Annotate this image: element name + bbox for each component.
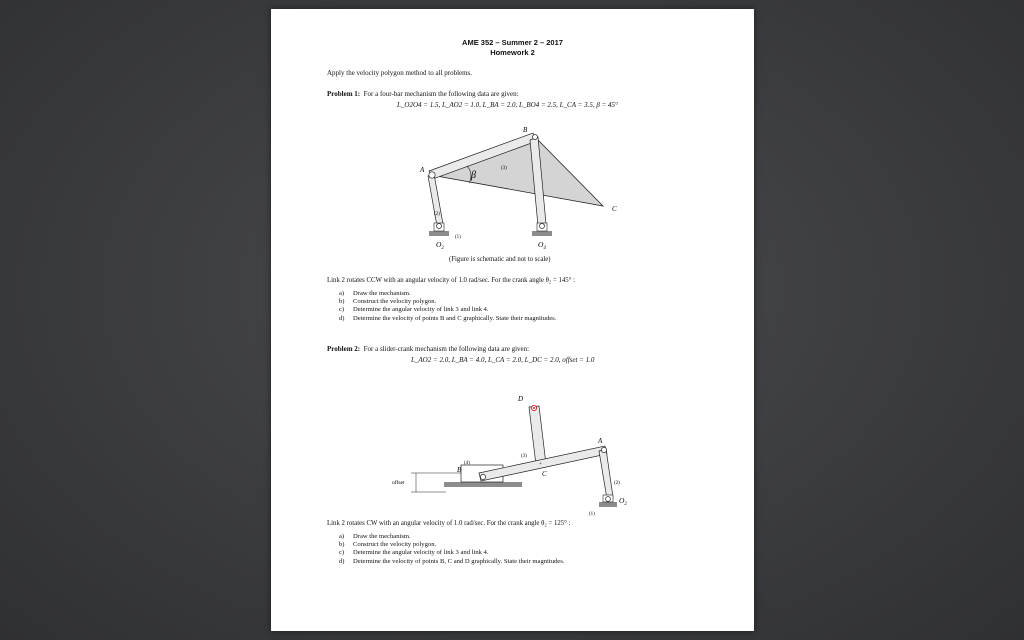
label-A: A (420, 166, 425, 174)
ground-O2 (599, 502, 617, 507)
label-C: C (612, 205, 617, 213)
label-B: B (523, 126, 528, 134)
label-beta: β (471, 170, 476, 181)
crank-link2 (428, 174, 443, 226)
ground-O4 (532, 231, 552, 236)
pin-O4 (540, 224, 545, 229)
label-O4: $O_4$ (538, 240, 546, 251)
problem2-task-intro: Link 2 rotates CW with an angular velocity of 1.0 rad/sec. For the crank angle θ₂ = 125° : (327, 520, 571, 527)
problem2-given: L_AO2 = 2.0, L_BA = 4.0, L_CA = 2.0, L_DC = 2.0, offset = 1.0 (411, 356, 595, 364)
crank-link2 (599, 449, 613, 499)
problem2-task: a) Draw the mechanism. (339, 533, 411, 540)
label-B: B (457, 466, 462, 474)
problem1-statement: For a four-bar mechanism the following data are given: (363, 90, 519, 98)
problem2-task: b) Construct the velocity polygon. (339, 541, 437, 549)
label-ground1: (1) (589, 512, 595, 517)
pin-O2 (606, 497, 611, 502)
pin-O2 (437, 224, 442, 229)
problem1-task-list (339, 290, 556, 323)
label-link3: (3) (521, 454, 527, 459)
pin-A (601, 447, 606, 452)
label-D: D (518, 395, 524, 403)
label-link4: (4) (464, 461, 470, 466)
course-title: AME 352 – Summer 2 – 2017 (462, 38, 563, 47)
problem2-label: Problem 2: (327, 345, 361, 353)
problem2-statement: For a slider-crank mechanism the following data are given: (363, 345, 530, 353)
problem2-task: d) Determine the velocity of points B, C and D graphically. State their magnitudes. (339, 557, 565, 565)
pin-B (480, 474, 485, 479)
pin-D-dot (533, 407, 535, 409)
problem1-label: Problem 1: (327, 90, 361, 98)
slidercrank-figure (271, 369, 754, 519)
pin-A (429, 172, 435, 178)
intro-text: Apply the velocity polygon method to all problems. (327, 69, 473, 77)
label-link2: (2) (434, 212, 440, 217)
figure1-caption: (Figure is schematic and not to scale) (449, 256, 551, 263)
label-link3: (3) (501, 166, 507, 171)
problem1-task: a) Draw the mechanism. (339, 290, 411, 297)
label-offset: offset (392, 480, 405, 486)
fourbar-figure (271, 9, 754, 269)
pin-B (533, 135, 538, 140)
label-C: C (542, 470, 547, 478)
label-O2: $O_2$ (436, 240, 444, 251)
document-page (271, 9, 754, 631)
point-C-marker: + (539, 462, 542, 467)
label-A: A (598, 437, 603, 445)
problem1-task: b) Construct the velocity polygon. (339, 298, 437, 306)
slider-ground (444, 482, 522, 487)
label-link2: (2) (614, 481, 620, 486)
problem1-task: c) Determine the angular velocity of link 3 and link 4. (339, 306, 489, 314)
problem2-heading (327, 345, 529, 353)
homework-title: Homework 2 (490, 48, 535, 57)
label-ground1: (1) (455, 235, 461, 240)
link3-branch-DC (529, 406, 546, 465)
problem1-task: d) Determine the velocity of points B and C graphically. State their magnitudes. (339, 314, 557, 322)
problem1-task-intro: Link 2 rotates CCW with an angular velocity of 1.0 rad/sec. For the crank angle θ₂ = 145° : (327, 277, 575, 284)
problem2-task: c) Determine the angular velocity of link 3 and link 4. (339, 549, 489, 557)
ground-O2 (429, 231, 449, 236)
problem2-task-list (339, 533, 564, 566)
label-O2: $O_2$ (619, 496, 627, 507)
problem1-given: L_O2O4 = 1.5, L_AO2 = 1.0, L_BA = 2.0, L_BO4 = 2.5, L_CA = 3.5, β = 45° (397, 101, 618, 109)
